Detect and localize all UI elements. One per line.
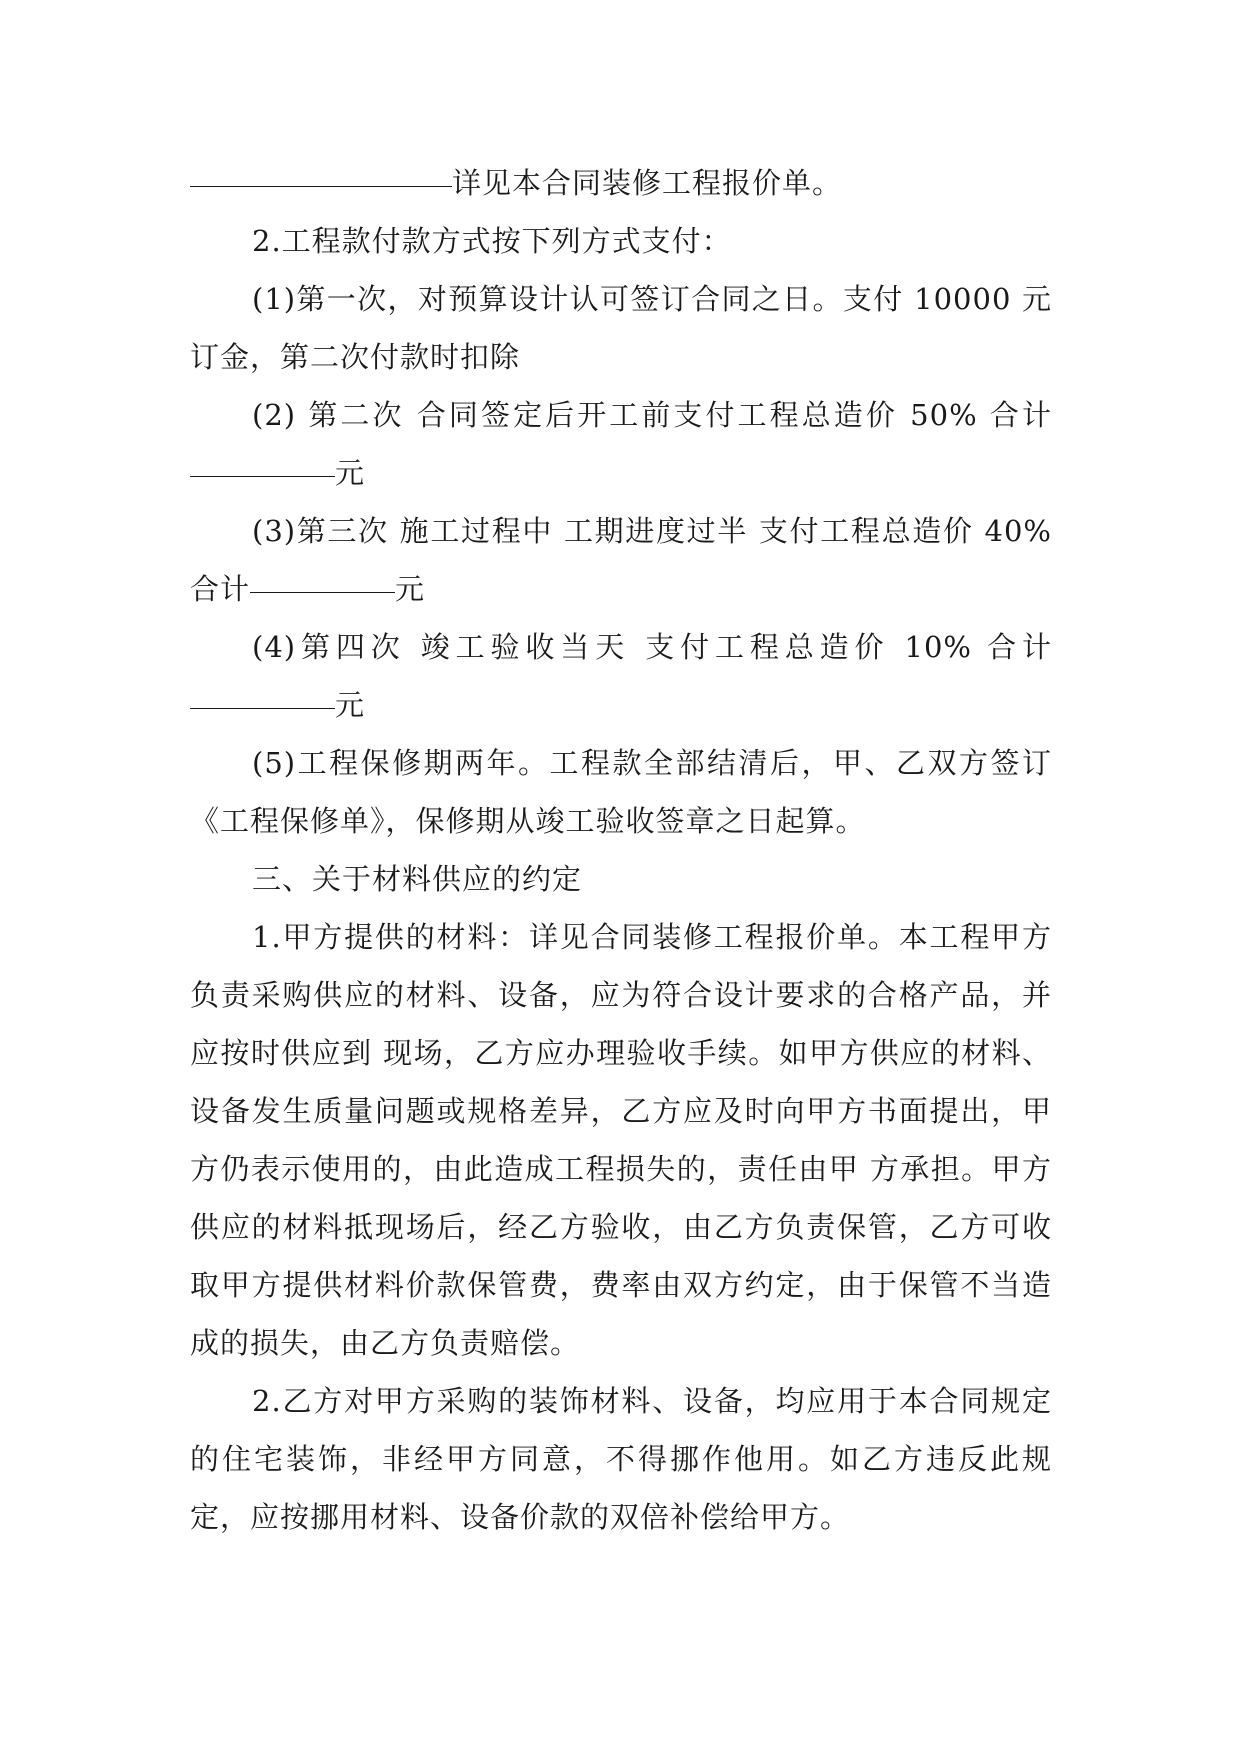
fill-in-blank <box>250 592 395 593</box>
paragraph-payment-fourth: (4)第四次 竣工验收当天 支付工程总造价 10% 合计元 <box>190 618 1052 734</box>
section-heading-materials: 三、关于材料供应的约定 <box>252 862 583 896</box>
fill-in-blank <box>190 186 452 187</box>
fill-in-blank <box>190 708 335 709</box>
document-body <box>190 154 1052 1546</box>
paragraph-quote-reference: 详见本合同装修工程报价单。 <box>190 154 1052 212</box>
paragraph-payment-second: (2) 第二次 合同签定后开工前支付工程总造价 50% 合计元 <box>190 386 1052 502</box>
paragraph-payment-method: 2.工程款付款方式按下列方式支付： <box>252 224 732 258</box>
paragraph-warranty: (5)工程保修期两年。工程款全部结清后，甲、乙双方签订《工程保修单》，保修期从竣工验收签章之日起算。 <box>190 746 1052 838</box>
paragraph-party-b-obligation: 2.乙方对甲方采购的装饰材料、设备，均应用于本合同规定的住宅装饰，非经甲方同意，不得挪作他用。如乙方违反此规定，应按挪用材料、设备价款的双倍补偿给甲方。 <box>190 1384 1052 1534</box>
paragraph-payment-third: (3)第三次 施工过程中 工期进度过半 支付工程总造价 40% 合计 元 <box>190 514 1052 606</box>
paragraph-party-a-materials: 1.甲方提供的材料：详见合同装修工程报价单。本工程甲方负责采购供应的材料、设备，应为符合设计要求的合格产品，并应按时供应到 现场，乙方应办理验收手续。如甲方供应的材料、设备发生质量问题或规格差异，乙方应及时向甲方书面提出，甲方仍表示使用的，由此造成工程损失的，责任由甲 方承担。甲方供应的材料抵现场后，经乙方验收，由乙方负责保管，乙方可收取甲方提供材料价款保管费，费率由双方约定，由于保管不当造成的损失，由乙方负责赔偿。 <box>190 920 1052 1360</box>
fill-in-blank <box>190 476 335 477</box>
paragraph-payment-first: (1)第一次，对预算设计认可签订合同之日。支付 10000 元订金，第二次付款时扣除 <box>190 282 1052 374</box>
